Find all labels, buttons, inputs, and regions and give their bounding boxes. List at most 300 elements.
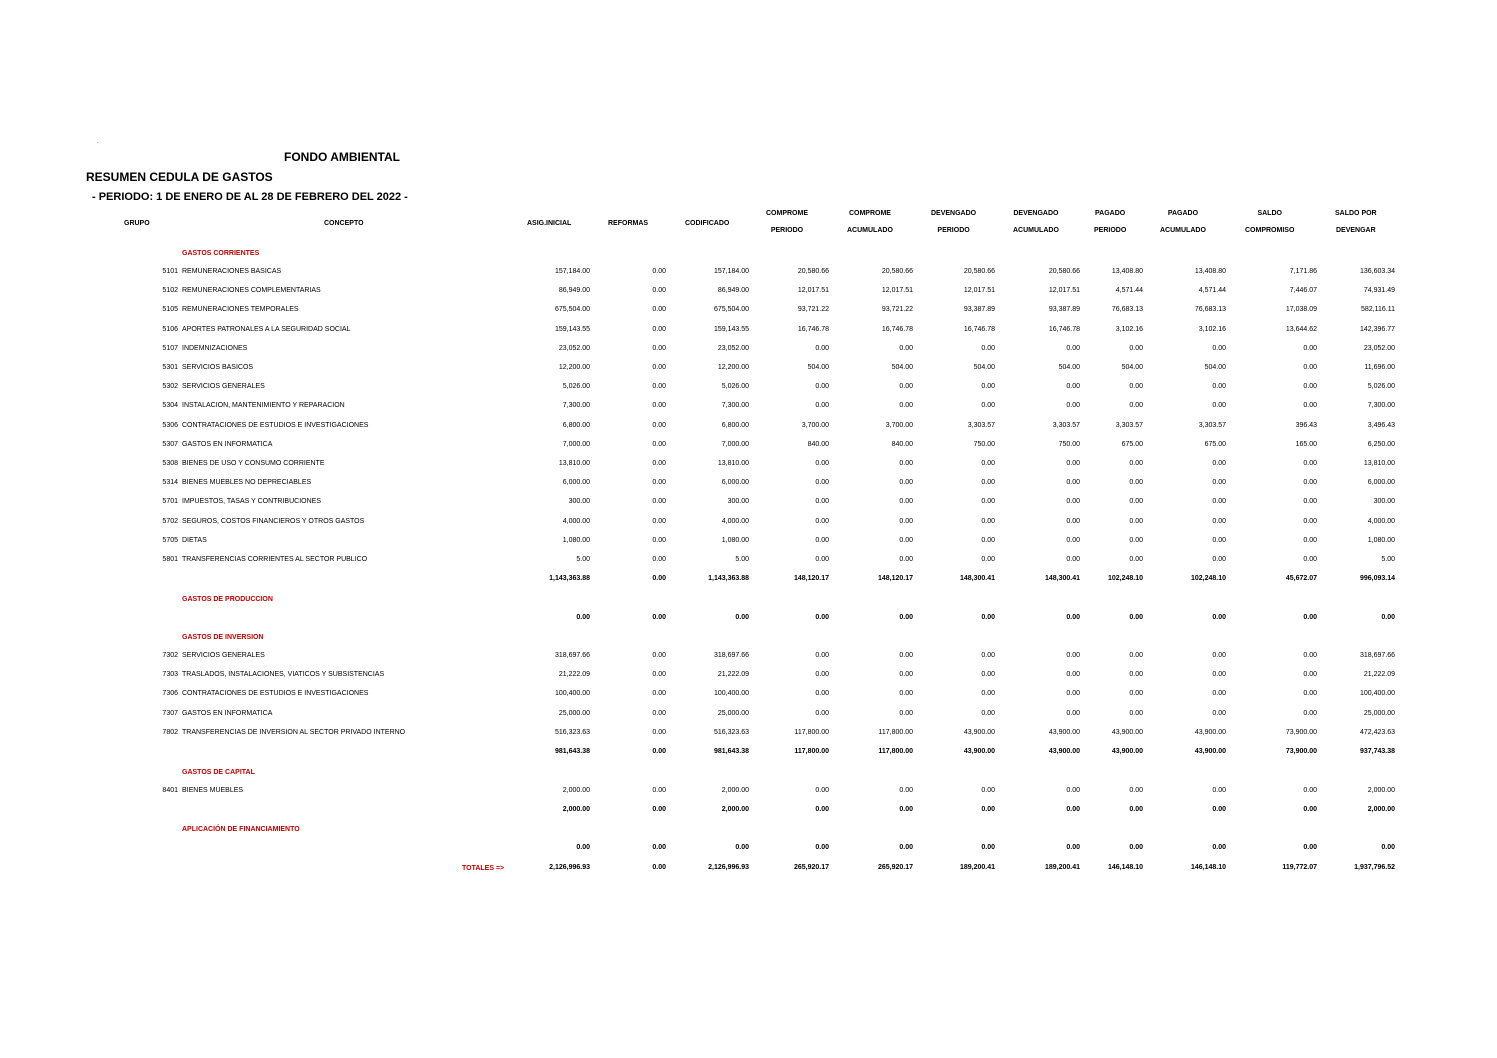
row-value: 0.00 (1212, 518, 1226, 525)
row-code: 5705 (162, 537, 178, 544)
row-value: 0.00 (899, 652, 913, 659)
row-value: 7,300.00 (721, 402, 749, 409)
row-value: 582,116.11 (1361, 306, 1395, 313)
row-value: 0.00 (1129, 787, 1143, 794)
table-row (0, 306, 1497, 318)
row-value: 0.00 (652, 402, 666, 409)
row-value: 472,423.63 (1359, 729, 1395, 736)
row-value: 0.00 (1303, 345, 1317, 352)
row-value: 0.00 (1129, 614, 1143, 621)
row-value: 0.00 (1212, 556, 1226, 563)
row-value: 504.00 (807, 364, 829, 371)
col-concepto: CONCEPTO (324, 220, 364, 227)
row-description: DIETAS (182, 537, 207, 544)
row-value: 12,200.00 (558, 364, 590, 371)
row-value: 1,937,796.52 (1354, 864, 1395, 871)
row-value: 3,700.00 (801, 422, 829, 429)
row-value: 12,200.00 (717, 364, 749, 371)
row-value: 20,580.66 (881, 268, 913, 275)
row-value: 0.00 (652, 326, 666, 333)
row-value: 0.00 (1066, 652, 1080, 659)
table-row (0, 383, 1497, 395)
row-value: 0.00 (815, 806, 829, 813)
row-value: 675,504.00 (554, 306, 590, 313)
row-description: REMUNERACIONES BASICAS (182, 268, 282, 275)
row-code: 7802 (162, 729, 178, 736)
subtotal-row (0, 748, 1497, 760)
row-value: 21,222.09 (558, 671, 590, 678)
row-value: 0.00 (1212, 710, 1226, 717)
col-comprome-periodo: COMPROME PERIODO (766, 210, 808, 234)
row-value: 2,126,996.93 (549, 864, 590, 871)
table-row (0, 422, 1497, 434)
row-value: 0.00 (981, 498, 995, 505)
row-value: 0.00 (576, 614, 590, 621)
row-value: 16,746.78 (963, 326, 995, 333)
row-description: SERVICIOS GENERALES (182, 383, 265, 390)
row-value: 0.00 (1066, 537, 1080, 544)
row-value: 148,120.17 (877, 575, 913, 582)
subtotal-row (0, 575, 1497, 587)
row-value: 0.00 (899, 345, 913, 352)
row-value: 0.00 (899, 614, 913, 621)
row-value: 76,683.13 (1111, 306, 1143, 313)
row-value: 0.00 (815, 479, 829, 486)
row-value: 0.00 (652, 690, 666, 697)
row-description: APORTES PATRONALES A LA SEGURIDAD SOCIAL (182, 326, 351, 333)
row-value: 43,900.00 (1194, 729, 1226, 736)
row-value: 0.00 (1212, 844, 1226, 851)
row-value: 0.00 (899, 518, 913, 525)
row-value: 0.00 (899, 556, 913, 563)
row-value: 0.00 (981, 383, 995, 390)
row-value: 0.00 (1303, 383, 1317, 390)
row-value: 750.00 (973, 441, 995, 448)
row-value: 0.00 (1066, 402, 1080, 409)
row-value: 996,093.14 (1359, 575, 1395, 582)
row-value: 504.00 (891, 364, 913, 371)
table-row (0, 441, 1497, 453)
row-value: 0.00 (899, 671, 913, 678)
row-value: 100,400.00 (554, 690, 590, 697)
row-value: 0.00 (652, 806, 666, 813)
row-description: GASTOS EN INFORMATICA (182, 441, 273, 448)
row-description: TRASLADOS, INSTALACIONES, VIATICOS Y SUBSISTENCIAS (182, 671, 385, 678)
table-row (0, 537, 1497, 549)
row-description: IMPUESTOS, TASAS Y CONTRIBUCIONES (182, 498, 321, 505)
row-value: 0.00 (1129, 402, 1143, 409)
row-value: 0.00 (652, 287, 666, 294)
row-value: 0.00 (815, 652, 829, 659)
row-value: 0.00 (815, 671, 829, 678)
row-value: 5,026.00 (562, 383, 590, 390)
row-value: 981,643.38 (713, 748, 749, 755)
row-value: 0.00 (652, 364, 666, 371)
row-value: 43,900.00 (1048, 748, 1080, 755)
row-value: 937,743.38 (1359, 748, 1395, 755)
row-value: 0.00 (1303, 556, 1317, 563)
row-value: 0.00 (815, 518, 829, 525)
row-value: 0.00 (1066, 498, 1080, 505)
row-value: 0.00 (1066, 806, 1080, 813)
subtotal-row (0, 844, 1497, 856)
row-value: 7,000.00 (562, 441, 590, 448)
table-row (0, 345, 1497, 357)
row-value: 0.00 (652, 787, 666, 794)
row-value: 504.00 (1121, 364, 1143, 371)
row-value: 2,000.00 (1367, 806, 1395, 813)
row-value: 7,000.00 (721, 441, 749, 448)
col-codificado: CODIFICADO (685, 220, 730, 227)
row-value: 504.00 (1204, 364, 1226, 371)
row-value: 0.00 (981, 345, 995, 352)
row-value: 93,387.89 (1048, 306, 1080, 313)
row-value: 0.00 (652, 575, 666, 582)
row-value: 0.00 (1303, 537, 1317, 544)
row-value: 0.00 (1129, 345, 1143, 352)
row-value: 76,683.13 (1194, 306, 1226, 313)
row-value: 0.00 (1212, 402, 1226, 409)
row-value: 7,300.00 (562, 402, 590, 409)
row-description: SEGUROS, COSTOS FINANCIEROS Y OTROS GASTOS (182, 518, 365, 525)
row-value: 3,303.57 (967, 422, 995, 429)
row-value: 3,303.57 (1052, 422, 1080, 429)
row-value: 0.00 (1129, 479, 1143, 486)
table-row (0, 556, 1497, 568)
row-value: 0.00 (815, 460, 829, 467)
row-value: 43,900.00 (963, 748, 995, 755)
row-value: 13,810.00 (1363, 460, 1395, 467)
row-value: 318,697.66 (713, 652, 749, 659)
row-code: 5101 (162, 268, 178, 275)
row-code: 5105 (162, 306, 178, 313)
row-value: 43,900.00 (1111, 748, 1143, 755)
report-title: FONDO AMBIENTAL (284, 150, 400, 164)
row-value: 0.00 (815, 556, 829, 563)
col-asig-inicial: ASIG.INICIAL (527, 220, 572, 227)
row-value: 165.00 (1295, 441, 1317, 448)
row-value: 0.00 (1303, 364, 1317, 371)
row-value: 25,000.00 (558, 710, 590, 717)
row-value: 2,000.00 (721, 806, 749, 813)
row-value: 119,772.07 (1282, 864, 1317, 871)
row-value: 981,643.38 (554, 748, 590, 755)
row-value: 45,672.07 (1285, 575, 1317, 582)
row-value: 21,222.09 (1363, 671, 1395, 678)
section-gastos-corrientes: GASTOS CORRIENTES (182, 250, 260, 257)
row-description: BIENES MUEBLES (182, 787, 244, 794)
row-value: 1,143,363.88 (708, 575, 749, 582)
row-value: 43,900.00 (963, 729, 995, 736)
row-code: 7303 (162, 671, 178, 678)
row-value: 0.00 (1303, 498, 1317, 505)
row-value: 11,696.00 (1364, 364, 1395, 371)
row-value: 0.00 (981, 556, 995, 563)
row-value: 13,644.62 (1285, 326, 1317, 333)
row-value: 100,400.00 (1359, 690, 1395, 697)
row-value: 136,603.34 (1359, 268, 1395, 275)
row-value: 0.00 (981, 479, 995, 486)
row-value: 93,721.22 (797, 306, 829, 313)
col-devengado-acumulado: DEVENGADO ACUMULADO (1013, 210, 1059, 234)
row-value: 0.00 (652, 864, 666, 871)
row-value: 4,000.00 (721, 518, 749, 525)
row-value: 0.00 (1129, 652, 1143, 659)
row-value: 0.00 (652, 614, 666, 621)
row-value: 0.00 (1303, 710, 1317, 717)
row-value: 3,102.16 (1198, 326, 1226, 333)
row-value: 146,148.10 (1107, 864, 1143, 871)
row-value: 0.00 (1066, 383, 1080, 390)
row-code: 5102 (162, 287, 178, 294)
table-row (0, 690, 1497, 702)
row-value: 16,746.78 (1048, 326, 1080, 333)
row-value: 100,400.00 (713, 690, 749, 697)
row-value: 0.00 (1303, 690, 1317, 697)
row-value: 23,052.00 (717, 345, 749, 352)
row-value: 74,931.49 (1363, 287, 1395, 294)
row-value: 0.00 (981, 844, 995, 851)
row-value: 20,580.66 (963, 268, 995, 275)
row-value: 2,126,996.93 (708, 864, 749, 871)
row-value: 0.00 (981, 690, 995, 697)
row-value: 0.00 (1066, 844, 1080, 851)
col-devengado-periodo: DEVENGADO PERIODO (931, 210, 977, 234)
row-value: 0.00 (1212, 652, 1226, 659)
row-value: 16,746.78 (881, 326, 913, 333)
row-value: 516,323.63 (713, 729, 749, 736)
row-value: 0.00 (1129, 518, 1143, 525)
row-code: 5801 (162, 556, 178, 563)
row-value: 142,396.77 (1359, 326, 1395, 333)
table-row (0, 326, 1497, 338)
row-value: 750.00 (1058, 441, 1080, 448)
table-row (0, 364, 1497, 376)
col-pagado-periodo: PAGADO PERIODO (1094, 210, 1127, 234)
row-value: 0.00 (1303, 671, 1317, 678)
col-pagado-acumulado: PAGADO ACUMULADO (1160, 210, 1206, 234)
row-code: 5314 (162, 479, 178, 486)
row-value: 300.00 (1373, 498, 1395, 505)
row-value: 0.00 (1303, 844, 1317, 851)
row-value: 2,000.00 (562, 806, 590, 813)
row-value: 0.00 (1303, 479, 1317, 486)
row-value: 93,387.89 (963, 306, 995, 313)
row-value: 1,080.00 (721, 537, 749, 544)
row-value: 23,052.00 (1363, 345, 1395, 352)
row-description: TRANSFERENCIAS CORRIENTES AL SECTOR PUBLICO (182, 556, 368, 563)
row-value: 1,143,363.88 (549, 575, 590, 582)
row-code: 5302 (162, 383, 178, 390)
row-value: 0.00 (652, 671, 666, 678)
row-code: 7306 (162, 690, 178, 697)
row-value: 73,900.00 (1285, 748, 1317, 755)
row-value: 20,580.66 (1048, 268, 1080, 275)
row-value: 0.00 (1129, 383, 1143, 390)
row-value: 23,052.00 (558, 345, 590, 352)
row-value: 0.00 (1066, 479, 1080, 486)
row-value: 0.00 (815, 402, 829, 409)
table-row (0, 729, 1497, 741)
row-value: 0.00 (1066, 345, 1080, 352)
row-value: 0.00 (1212, 690, 1226, 697)
row-code: 8401 (162, 787, 178, 794)
row-value: 86,949.00 (558, 287, 590, 294)
row-value: 159,143.55 (554, 326, 590, 333)
row-value: 840.00 (807, 441, 829, 448)
row-value: 0.00 (576, 844, 590, 851)
section-gastos-produccion: GASTOS DE PRODUCCION (182, 596, 273, 603)
row-value: 0.00 (899, 844, 913, 851)
row-value: 7,300.00 (1367, 402, 1395, 409)
row-value: 0.00 (1129, 710, 1143, 717)
row-value: 300.00 (568, 498, 590, 505)
table-row (0, 268, 1497, 280)
row-value: 0.00 (1129, 460, 1143, 467)
row-value: 0.00 (815, 383, 829, 390)
row-value: 0.00 (652, 652, 666, 659)
row-value: 0.00 (899, 537, 913, 544)
row-value: 0.00 (899, 787, 913, 794)
row-value: 7,446.07 (1289, 287, 1317, 294)
row-value: 0.00 (1212, 806, 1226, 813)
row-value: 3,700.00 (885, 422, 913, 429)
row-value: 13,810.00 (717, 460, 749, 467)
row-value: 4,000.00 (562, 518, 590, 525)
row-value: 102,248.10 (1107, 575, 1143, 582)
row-value: 0.00 (1066, 556, 1080, 563)
row-value: 675.00 (1204, 441, 1226, 448)
row-value: 0.00 (652, 460, 666, 467)
row-description: INSTALACION, MANTENIMIENTO Y REPARACION (182, 402, 345, 409)
row-value: 117,800.00 (878, 748, 913, 755)
row-value: 159,143.55 (713, 326, 749, 333)
row-value: 86,949.00 (717, 287, 749, 294)
row-value: 0.00 (1212, 671, 1226, 678)
row-value: 0.00 (1129, 806, 1143, 813)
row-description: REMUNERACIONES COMPLEMENTARIAS (182, 287, 321, 294)
row-value: 3,303.57 (1115, 422, 1143, 429)
row-value: 675,504.00 (713, 306, 749, 313)
table-row (0, 479, 1497, 491)
row-value: 6,800.00 (562, 422, 590, 429)
subtotal-row (0, 806, 1497, 818)
row-value: 0.00 (1303, 518, 1317, 525)
row-value: 146,148.10 (1190, 864, 1226, 871)
section-aplicacion-financiamiento: APLICACIÓN DE FINANCIAMIENTO (182, 826, 300, 833)
row-value: 0.00 (652, 710, 666, 717)
row-value: 0.00 (815, 614, 829, 621)
row-value: 0.00 (652, 748, 666, 755)
row-value: 300.00 (727, 498, 749, 505)
row-value: 117,800.00 (794, 748, 829, 755)
row-value: 73,900.00 (1285, 729, 1317, 736)
row-description: INDEMNIZACIONES (182, 345, 248, 352)
row-value: 3,102.16 (1115, 326, 1143, 333)
row-description: SERVICIOS BASICOS (182, 364, 254, 371)
row-value: 0.00 (1303, 787, 1317, 794)
row-value: 0.00 (652, 556, 666, 563)
row-value: 0.00 (652, 345, 666, 352)
row-code: 5107 (162, 345, 178, 352)
row-value: 0.00 (1066, 710, 1080, 717)
row-value: 0.00 (899, 402, 913, 409)
row-value: 189,200.41 (1044, 864, 1080, 871)
row-value: 0.00 (1381, 844, 1395, 851)
row-value: 6,800.00 (721, 422, 749, 429)
row-value: 0.00 (1212, 498, 1226, 505)
row-value: 0.00 (899, 498, 913, 505)
row-value: 0.00 (1212, 614, 1226, 621)
row-description: BIENES MUEBLES NO DEPRECIABLES (182, 479, 312, 486)
row-value: 0.00 (899, 460, 913, 467)
row-value: 117,800.00 (794, 729, 829, 736)
row-value: 157,184.00 (554, 268, 590, 275)
row-value: 504.00 (1058, 364, 1080, 371)
row-value: 0.00 (899, 479, 913, 486)
row-value: 0.00 (1066, 460, 1080, 467)
row-value: 43,900.00 (1194, 748, 1226, 755)
row-value: 3,496.43 (1367, 422, 1395, 429)
row-value: 6,250.00 (1367, 441, 1395, 448)
row-value: 0.00 (1303, 402, 1317, 409)
row-value: 3,303.57 (1198, 422, 1226, 429)
row-value: 0.00 (981, 402, 995, 409)
row-value: 12,017.51 (797, 287, 829, 294)
row-value: 265,920.17 (877, 864, 913, 871)
row-description: BIENES DE USO Y CONSUMO CORRIENTE (182, 460, 325, 467)
row-description: CONTRATACIONES DE ESTUDIOS E INVESTIGACIONES (182, 690, 369, 697)
row-value: 0.00 (1303, 806, 1317, 813)
row-value: 25,000.00 (1363, 710, 1395, 717)
row-value: 318,697.66 (554, 652, 590, 659)
row-value: 4,000.00 (1367, 518, 1395, 525)
row-value: 0.00 (1303, 460, 1317, 467)
row-value: 0.00 (815, 844, 829, 851)
row-value: 0.00 (1129, 671, 1143, 678)
row-value: 0.00 (735, 844, 749, 851)
subtotal-row (0, 864, 1497, 876)
row-value: 117,800.00 (878, 729, 913, 736)
row-value: 5,026.00 (721, 383, 749, 390)
row-value: 0.00 (652, 518, 666, 525)
table-row (0, 787, 1497, 799)
row-value: 0.00 (981, 671, 995, 678)
table-row (0, 710, 1497, 722)
row-value: 157,184.00 (713, 268, 749, 275)
row-value: 43,900.00 (1048, 729, 1080, 736)
row-value: 13,408.80 (1194, 268, 1226, 275)
row-value: 17,038.09 (1285, 306, 1317, 313)
row-value: 0.00 (981, 652, 995, 659)
row-value: 12,017.51 (1048, 287, 1080, 294)
row-value: 12,017.51 (963, 287, 995, 294)
row-value: 0.00 (652, 383, 666, 390)
row-value: 0.00 (652, 729, 666, 736)
row-value: 396.43 (1295, 422, 1317, 429)
row-value: 12,017.51 (881, 287, 913, 294)
table-row (0, 498, 1497, 510)
row-value: 0.00 (981, 806, 995, 813)
row-description: GASTOS EN INFORMATICA (182, 710, 273, 717)
row-value: 43,900.00 (1111, 729, 1143, 736)
row-value: 6,000.00 (1367, 479, 1395, 486)
row-value: 0.00 (652, 498, 666, 505)
row-description: CONTRATACIONES DE ESTUDIOS E INVESTIGACIONES (182, 422, 369, 429)
row-code: 5701 (162, 498, 178, 505)
row-value: 0.00 (1303, 652, 1317, 659)
row-value: 0.00 (652, 441, 666, 448)
